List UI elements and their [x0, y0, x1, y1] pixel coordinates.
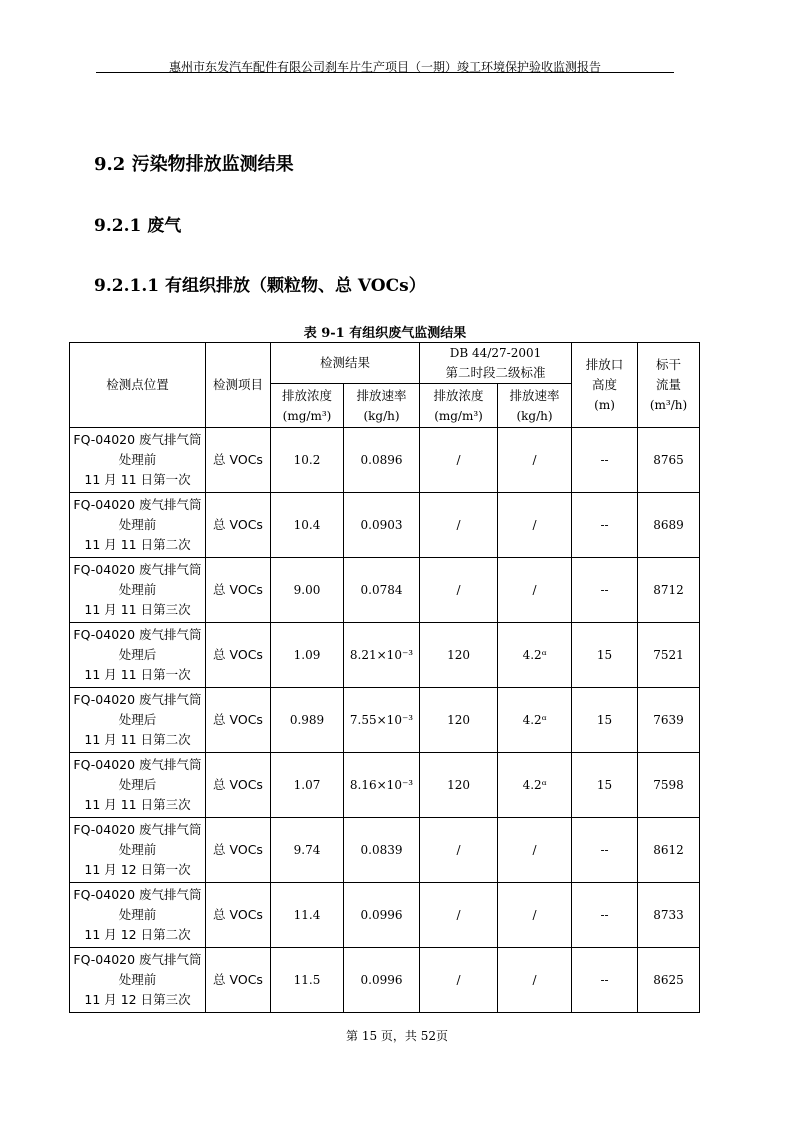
- header-flow-l1: 标干: [656, 357, 682, 372]
- cell-std-conc: /: [420, 883, 498, 948]
- location-line: 处理前: [118, 582, 157, 597]
- cell-rate: 0.0896: [344, 428, 420, 493]
- cell-flow: 7639: [638, 688, 700, 753]
- cell-std-conc: 120: [420, 688, 498, 753]
- cell-flow: 8733: [638, 883, 700, 948]
- header-rate-unit: (kg/h): [363, 408, 400, 423]
- cell-std-rate: 4.2ᵅ: [498, 753, 572, 818]
- table-row: [70, 493, 700, 558]
- section-heading-9-2-1: 9.2.1 废气: [94, 216, 182, 236]
- cell-rate: 0.0784: [344, 558, 420, 623]
- cell-std-rate: /: [498, 883, 572, 948]
- cell-rate: 8.21×10⁻³: [344, 623, 420, 688]
- cell-flow: 8765: [638, 428, 700, 493]
- header-flow-l2: 流量: [656, 377, 682, 392]
- location-line: 处理前: [118, 517, 157, 532]
- header-outlet-height: [572, 343, 638, 428]
- cell-conc: 1.09: [271, 623, 344, 688]
- cell-conc: 9.74: [271, 818, 344, 883]
- table-row: [70, 428, 700, 493]
- location-line: FQ-04020 废气排气筒: [73, 952, 202, 967]
- cell-conc: 1.07: [271, 753, 344, 818]
- header-rate: [344, 384, 420, 428]
- cell-std-rate: /: [498, 558, 572, 623]
- cell-height: 15: [572, 688, 638, 753]
- header-std-conc-label: 排放浓度: [433, 387, 484, 403]
- header-outlet-height-l1: 排放口: [585, 357, 624, 372]
- table-row: [70, 948, 700, 1013]
- location-line: 11 月 12 日第一次: [84, 862, 191, 877]
- cell-flow: 8625: [638, 948, 700, 1013]
- cell-location: [70, 883, 206, 948]
- cell-item: 总 VOCs: [206, 948, 271, 1013]
- location-line: 11 月 11 日第二次: [84, 732, 191, 747]
- cell-conc: 10.2: [271, 428, 344, 493]
- cell-flow: 8689: [638, 493, 700, 558]
- location-line: 处理后: [118, 712, 157, 727]
- location-line: FQ-04020 废气排气筒: [73, 887, 202, 902]
- cell-flow: 7598: [638, 753, 700, 818]
- cell-height: --: [572, 883, 638, 948]
- header-std-conc: [420, 384, 498, 428]
- cell-flow: 8612: [638, 818, 700, 883]
- location-line: 处理后: [118, 647, 157, 662]
- section-heading-9-2-1-1: 9.2.1.1 有组织排放（颗粒物、总 VOCs）: [94, 276, 426, 296]
- header-conc-unit: (mg/m³): [282, 408, 332, 423]
- location-line: 处理前: [118, 972, 157, 987]
- location-line: FQ-04020 废气排气筒: [73, 757, 202, 772]
- location-line: 处理前: [118, 452, 157, 467]
- header-outlet-height-unit: (m): [594, 398, 615, 412]
- running-header: 惠州市东发汽车配件有限公司刹车片生产项目（一期）竣工环境保护验收监测报告: [168, 60, 601, 74]
- cell-height: 15: [572, 623, 638, 688]
- cell-conc: 0.989: [271, 688, 344, 753]
- header-std-conc-unit: (mg/m³): [434, 408, 483, 423]
- header-location: 检测点位置: [70, 343, 206, 428]
- table-row: [70, 623, 700, 688]
- header-std-rate-label: 排放速率: [509, 387, 560, 403]
- location-line: FQ-04020 废气排气筒: [73, 822, 202, 837]
- header-item: 检测项目: [206, 343, 271, 428]
- cell-std-rate: /: [498, 493, 572, 558]
- cell-item: 总 VOCs: [206, 493, 271, 558]
- location-line: 11 月 12 日第三次: [84, 992, 191, 1007]
- cell-height: --: [572, 948, 638, 1013]
- location-line: 11 月 11 日第二次: [84, 537, 191, 552]
- cell-std-conc: /: [420, 948, 498, 1013]
- header-flow: [638, 343, 700, 428]
- cell-conc: 9.00: [271, 558, 344, 623]
- header-standard-name: 第二时段二级标准: [445, 365, 546, 380]
- cell-height: --: [572, 428, 638, 493]
- cell-rate: 0.0903: [344, 493, 420, 558]
- cell-rate: 0.0996: [344, 883, 420, 948]
- table-row: [70, 753, 700, 818]
- cell-rate: 0.0996: [344, 948, 420, 1013]
- cell-height: --: [572, 558, 638, 623]
- cell-item: 总 VOCs: [206, 558, 271, 623]
- header-std-rate: [498, 384, 572, 428]
- cell-location: [70, 428, 206, 493]
- header-conc-label: 排放浓度: [281, 387, 332, 403]
- cell-item: 总 VOCs: [206, 623, 271, 688]
- location-line: FQ-04020 废气排气筒: [73, 432, 202, 447]
- table-row: [70, 818, 700, 883]
- cell-flow: 7521: [638, 623, 700, 688]
- location-line: 11 月 12 日第二次: [84, 927, 191, 942]
- cell-std-conc: /: [420, 558, 498, 623]
- cell-height: 15: [572, 753, 638, 818]
- location-line: 11 月 11 日第一次: [84, 472, 191, 487]
- cell-std-rate: /: [498, 428, 572, 493]
- cell-item: 总 VOCs: [206, 818, 271, 883]
- cell-rate: 7.55×10⁻³: [344, 688, 420, 753]
- cell-conc: 10.4: [271, 493, 344, 558]
- location-line: FQ-04020 废气排气筒: [73, 497, 202, 512]
- cell-item: 总 VOCs: [206, 753, 271, 818]
- section-heading-9-2: 9.2 污染物排放监测结果: [94, 154, 294, 175]
- cell-std-conc: /: [420, 818, 498, 883]
- cell-location: [70, 493, 206, 558]
- monitoring-results-table: [69, 342, 700, 1013]
- cell-height: --: [572, 818, 638, 883]
- location-line: FQ-04020 废气排气筒: [73, 562, 202, 577]
- cell-location: [70, 818, 206, 883]
- table-row: [70, 883, 700, 948]
- cell-location: [70, 558, 206, 623]
- cell-std-rate: 4.2ᵅ: [498, 623, 572, 688]
- header-flow-unit: (m³/h): [649, 398, 688, 412]
- page-number: 第 15 页，共 52页: [346, 1029, 448, 1043]
- cell-height: --: [572, 493, 638, 558]
- cell-std-rate: /: [498, 948, 572, 1013]
- location-line: 处理后: [118, 777, 157, 792]
- header-standard: [420, 343, 572, 384]
- header-standard-code: DB 44/27-2001: [449, 346, 542, 360]
- header-rule: [96, 72, 674, 73]
- location-line: 11 月 11 日第三次: [84, 797, 191, 812]
- cell-conc: 11.4: [271, 883, 344, 948]
- cell-location: [70, 623, 206, 688]
- header-outlet-height-l2: 高度: [592, 377, 618, 392]
- cell-std-conc: 120: [420, 753, 498, 818]
- header-std-rate-unit: (kg/h): [516, 408, 553, 423]
- cell-location: [70, 948, 206, 1013]
- cell-std-conc: /: [420, 493, 498, 558]
- location-line: FQ-04020 废气排气筒: [73, 627, 202, 642]
- location-line: 处理前: [118, 907, 157, 922]
- cell-location: [70, 753, 206, 818]
- cell-location: [70, 688, 206, 753]
- cell-std-rate: 4.2ᵅ: [498, 688, 572, 753]
- cell-std-conc: 120: [420, 623, 498, 688]
- location-line: 11 月 11 日第三次: [84, 602, 191, 617]
- header-rate-label: 排放速率: [356, 387, 407, 403]
- cell-item: 总 VOCs: [206, 428, 271, 493]
- location-line: 11 月 11 日第一次: [84, 667, 191, 682]
- location-line: 处理前: [118, 842, 157, 857]
- table-row: [70, 558, 700, 623]
- location-line: FQ-04020 废气排气筒: [73, 692, 202, 707]
- cell-rate: 0.0839: [344, 818, 420, 883]
- cell-item: 总 VOCs: [206, 688, 271, 753]
- header-results: 检测结果: [271, 343, 420, 384]
- cell-flow: 8712: [638, 558, 700, 623]
- cell-conc: 11.5: [271, 948, 344, 1013]
- cell-std-conc: /: [420, 428, 498, 493]
- table-caption: 表 9-1 有组织废气监测结果: [303, 326, 467, 341]
- table-row: [70, 688, 700, 753]
- cell-rate: 8.16×10⁻³: [344, 753, 420, 818]
- cell-std-rate: /: [498, 818, 572, 883]
- header-conc: [271, 384, 344, 428]
- cell-item: 总 VOCs: [206, 883, 271, 948]
